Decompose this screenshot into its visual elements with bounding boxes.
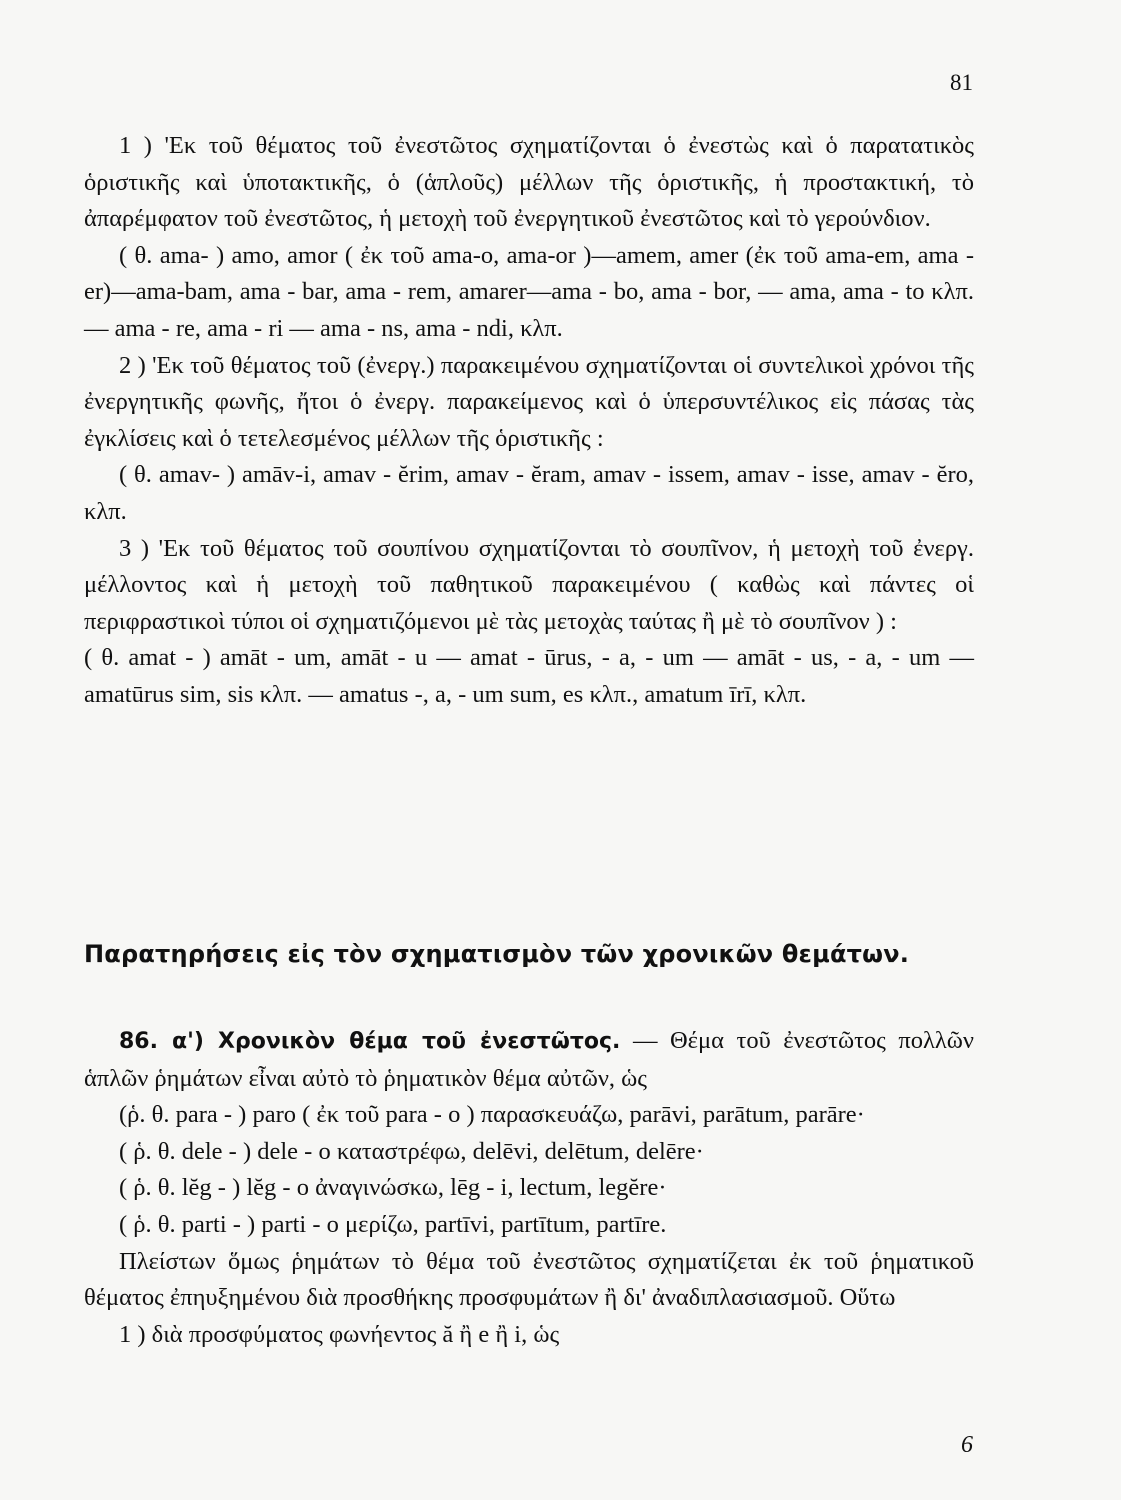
example-dele: ( ῥ. θ. dele - ) dele - o καταστρέφω, delēvi, delētum, delēre· <box>119 1137 704 1165</box>
rule-1-text: 1 ) 'Εκ τοῦ θέματος τοῦ ἐνεστῶτος σχηματίζονται ὁ ἐνεστὼς καὶ ὁ παρατατικὸς ὁριστικῆς καὶ ὑποτακτικῆς, ὁ (ἁπλοῦς) μέλλων τῆς ὁριστικῆς, ἡ προστακτική, τὸ ἀπαρέμφατον τοῦ ἐνεστῶτος, ἡ μετοχὴ τοῦ ἐνεργητικοῦ ἐνεστῶτος καὶ τὸ γερούνδιον. <box>84 132 974 233</box>
section-86-title: 86. α') Χρονικὸν θέμα τοῦ ἐνεστῶτος. <box>119 1029 621 1054</box>
example-parti: ( ῥ. θ. parti - ) parti - o μερίζω, partīvi, partītum, partīre. <box>119 1210 667 1238</box>
signature-mark: 6 <box>961 1432 973 1458</box>
observations-heading: Παρατηρήσεις εἰς τὸν σχηματισμὸν τῶν χρονικῶν θεμάτων. <box>84 940 910 968</box>
section-86-intro-text: — Θέμα τοῦ ἐνεστῶτος πολλῶν ἁπλῶν ῥημάτων εἶναι αὐτὸ τὸ ῥηματικὸν θέμα αὐτῶν, ὡς <box>84 1027 975 1092</box>
section-86-intro <box>84 1023 974 1097</box>
section-86-block <box>84 1023 974 1353</box>
rule-1-examples: ( θ. ama- ) amo, amor ( ἐκ τοῦ ama-o, ama-or )—amem, amer (ἐκ τοῦ ama-em, ama - er)—ama-bam, ama - bar, ama - rem, amarer—ama - bo, ama - bor, — ama, ama - to κλπ. — ama - re, ama - ri — ama - ns, ama - ndi, κλπ. <box>84 241 974 342</box>
rule-3-examples: ( θ. amat - ) amāt - um, amāt - u — amat - ūrus, - a, - um — amāt - us, - a, - um — amatūrus sim, sis κλπ. — amatus -, a, - um sum, es κλπ., amatum īrī, κλπ. <box>84 644 974 708</box>
rule-2-examples: ( θ. amav- ) amāv-i, amav - ĕrim, amav - ĕram, amav - issem, amav - isse, amav - ĕro, κλπ. <box>84 461 974 525</box>
rule-2-text: 2 ) 'Εκ τοῦ θέματος τοῦ (ἐνεργ.) παρακειμένου σχηματίζονται οἱ συντελικοὶ χρόνοι τῆς ἐνεργητικῆς φωνῆς, ἤτοι ὁ ἐνεργ. παρακείμενος καὶ ὁ ὑπερσυντέλικος εἰς πάσας τὰς ἐγκλίσεις καὶ ὁ τετελεσμένος μέλλων τῆς ὁριστικῆς : <box>84 351 974 452</box>
example-para: (ῥ. θ. para - ) paro ( ἐκ τοῦ para - o ) παρασκευάζω, parāvi, parātum, parāre· <box>119 1101 865 1129</box>
section-86-continuation: Πλείστων ὅμως ῥημάτων τὸ θέμα τοῦ ἐνεστῶτος σχηματίζεται ἐκ τοῦ ῥηματικοῦ θέματος ἐπηυξημένου διὰ προσθήκης προσφυμάτων ἢ δι' ἀναδιπλασιασμοῦ. Οὕτω <box>84 1247 974 1312</box>
section-86-subrule-1: 1 ) διὰ προσφύματος φωνήεντος ă ἢ e ἢ i, ὡς <box>119 1320 560 1348</box>
rule-3-text: 3 ) 'Εκ τοῦ θέματος τοῦ σουπίνου σχηματίζονται τὸ σουπῖνον, ἡ μετοχὴ τοῦ ἐνεργ. μέλλοντος καὶ ἡ μετοχὴ τοῦ παθητικοῦ παρακειμένου ( καθὼς καὶ πάντες οἱ περιφραστικοὶ τύποι οἱ σχηματιζόμενοι μὲ τὰς μετοχὰς ταύτας ἢ μὲ τὸ σουπῖνον ) : <box>84 534 974 635</box>
page-number: 81 <box>950 70 973 95</box>
rule-1-block <box>84 128 974 714</box>
example-leg: ( ῥ. θ. lĕg - ) lĕg - o ἀναγινώσκω, lēg - i, lectum, legĕre· <box>119 1174 667 1202</box>
